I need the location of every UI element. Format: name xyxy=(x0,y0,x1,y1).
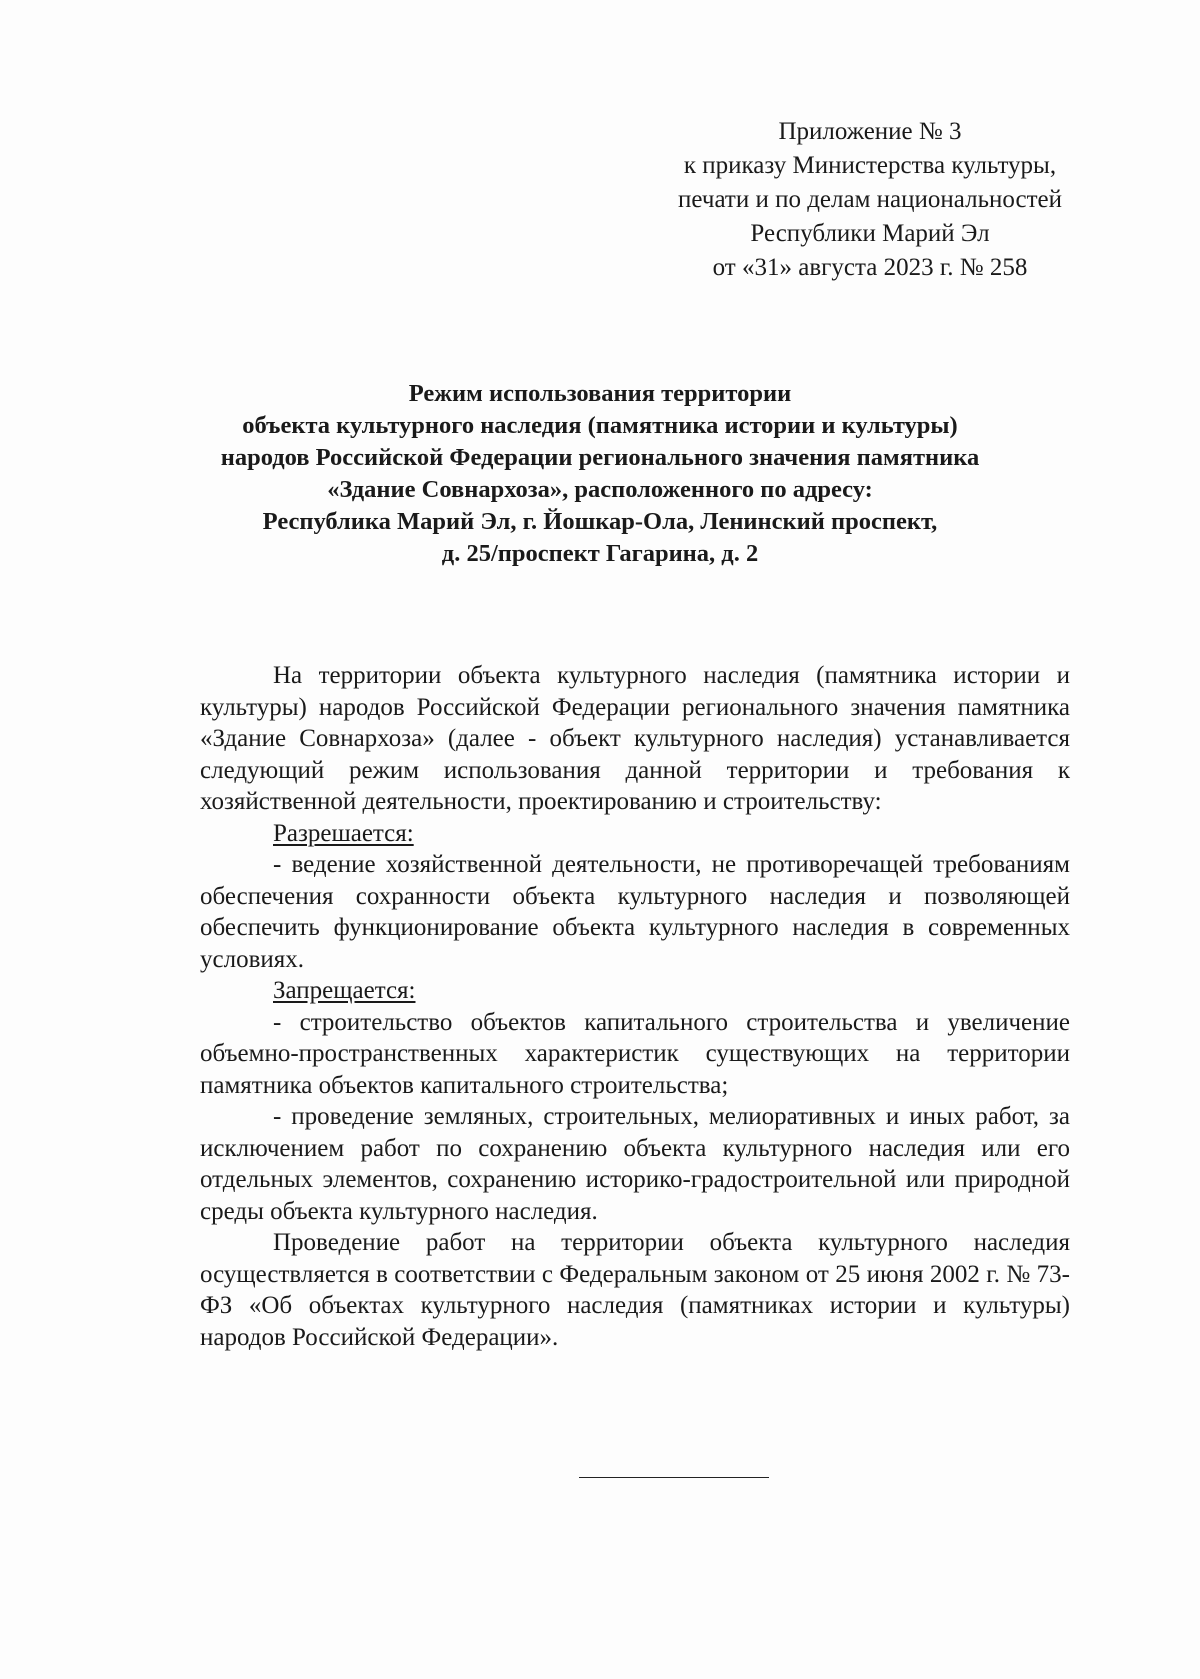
allowed-heading xyxy=(200,818,1070,850)
allowed-item: - ведение хозяйственной деятельности, не противоречащей требованиям обеспечения сохранности объекта культурного наследия и позволяющей обеспечить функционирование объекта культурного наследия в современных условиях. xyxy=(200,851,1070,973)
title-line: народов Российской Федерации регионального значения памятника xyxy=(220,444,980,471)
intro-paragraph: На территории объекта культурного наследия (памятника истории и культуры) народов Российской Федерации регионального значения памятника «Здание Совнархоза» (далее - объект культурного наследия) устанавливается следующий режим использования данной территории и требования к хозяйственной деятельности, проектированию и строительству: xyxy=(200,662,1070,815)
title-line: объекта культурного наследия (памятника истории и культуры) xyxy=(242,412,958,439)
document-title xyxy=(100,378,1100,570)
prohibited-item-1: - строительство объектов капитального строительства и увеличение объемно-пространственных характеристик существующих на территории памятника объектов капитального строительства; xyxy=(200,1008,1070,1099)
title-line: д. 25/проспект Гагарина, д. 2 xyxy=(441,540,759,567)
title-line: «Здание Совнархоза», расположенного по адресу: xyxy=(327,476,873,503)
allowed-heading-text: Разрешается: xyxy=(273,819,414,847)
appendix-number: Приложение № 3 xyxy=(778,118,962,145)
appendix-republic: Республики Марий Эл xyxy=(750,220,990,247)
prohibited-heading-text: Запрещается: xyxy=(273,977,416,1004)
end-divider-line xyxy=(579,1477,769,1478)
appendix-header xyxy=(640,115,1100,285)
title-line: Республика Марий Эл, г. Йошкар-Ола, Ленинский проспект, xyxy=(262,508,938,535)
appendix-date: от «31» августа 2023 г. № 258 xyxy=(712,254,1028,281)
title-line: Режим использования территории xyxy=(408,380,792,407)
prohibited-item-2: - проведение земляных, строительных, мелиоративных и иных работ, за исключением работ по сохранению объекта культурного наследия или его отдельных элементов, сохранению историко-градостроительной или природной среды объекта культурного наследия. xyxy=(200,1103,1070,1225)
appendix-order-ref: к приказу Министерства культуры, xyxy=(683,152,1057,179)
prohibited-heading xyxy=(200,975,1070,1007)
document-body xyxy=(200,660,1070,1353)
closing-paragraph: Проведение работ на территории объекта культурного наследия осуществляется в соответствии с Федеральным законом от 25 июня 2002 г. № 73-ФЗ «Об объектах культурного наследия (памятниках истории и культуры) народов Российской Федерации». xyxy=(200,1229,1070,1351)
appendix-ministry: печати и по делам национальностей xyxy=(678,186,1062,213)
